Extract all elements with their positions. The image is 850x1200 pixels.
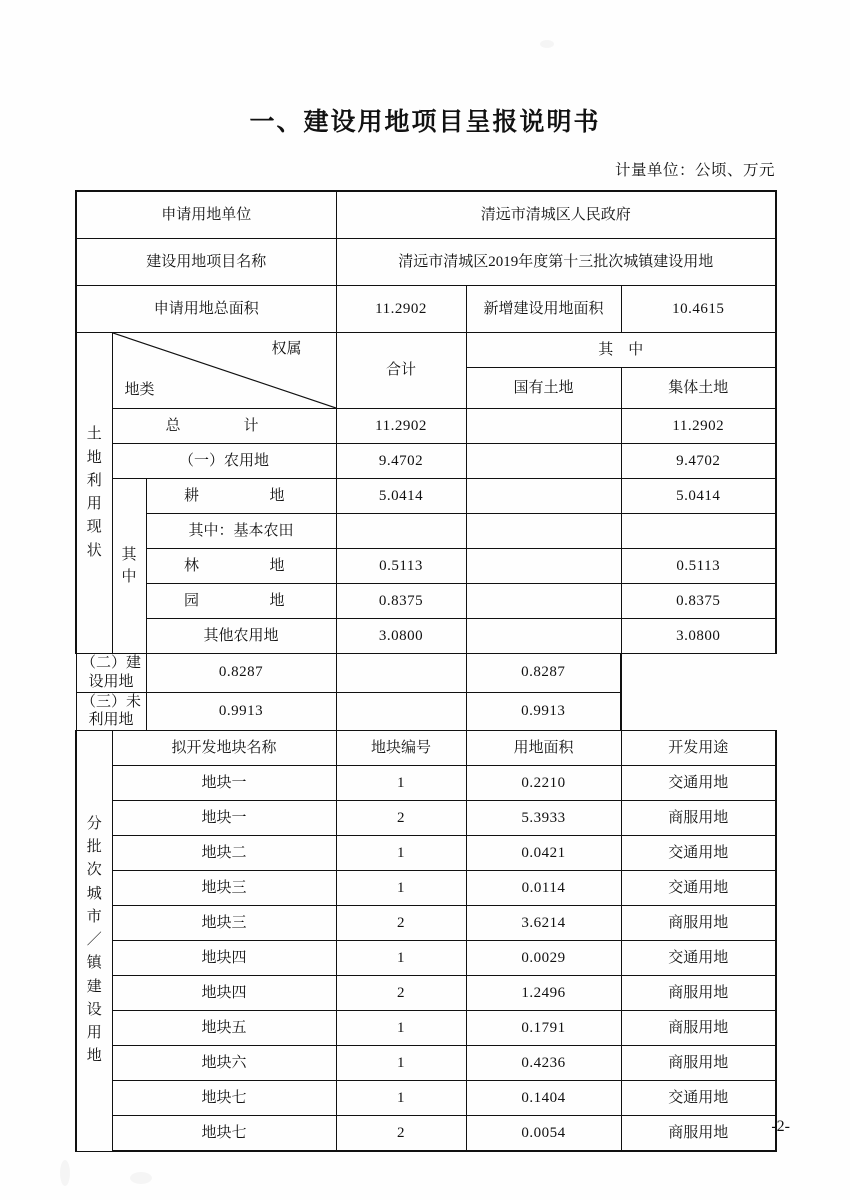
land-use-row bbox=[76, 479, 776, 514]
plot-row bbox=[76, 871, 776, 906]
plot-use: 交通用地 bbox=[621, 1081, 776, 1116]
plot-name: 地块二 bbox=[112, 836, 336, 871]
land-use-row-state-owned bbox=[466, 619, 621, 654]
plot-name: 地块一 bbox=[112, 801, 336, 836]
land-use-row-collective: 0.8375 bbox=[621, 584, 776, 619]
plot-number: 1 bbox=[336, 1046, 466, 1081]
land-use-row bbox=[76, 409, 776, 444]
plot-row bbox=[76, 976, 776, 1011]
plot-number: 1 bbox=[336, 1081, 466, 1116]
plot-area: 0.0421 bbox=[466, 836, 621, 871]
plot-row bbox=[76, 941, 776, 976]
land-use-row-total: 3.0800 bbox=[336, 619, 466, 654]
plot-row bbox=[76, 1011, 776, 1046]
plot-area: 0.0114 bbox=[466, 871, 621, 906]
plot-header-row bbox=[76, 731, 776, 766]
land-use-row-total: 0.5113 bbox=[336, 549, 466, 584]
header-row bbox=[76, 239, 776, 286]
land-use-row-total: 5.0414 bbox=[336, 479, 466, 514]
land-use-row-name: 总 计 bbox=[112, 409, 336, 444]
plot-area: 5.3933 bbox=[466, 801, 621, 836]
land-use-row-total bbox=[336, 514, 466, 549]
measurement-unit-note: 计量单位：公顷、万元 bbox=[614, 162, 775, 179]
land-use-row-collective: 0.8287 bbox=[466, 654, 621, 693]
land-report-table bbox=[75, 190, 777, 1152]
plot-name: 地块四 bbox=[112, 976, 336, 1011]
plot-row bbox=[76, 766, 776, 801]
land-use-row-name: （三）未利用地 bbox=[76, 692, 146, 731]
plot-use: 商服用地 bbox=[621, 1116, 776, 1152]
land-use-row-state-owned bbox=[466, 549, 621, 584]
land-use-row-name: 林 地 bbox=[146, 549, 336, 584]
plot-name: 地块三 bbox=[112, 906, 336, 941]
land-use-row-state-owned bbox=[336, 654, 466, 693]
plot-area: 0.2210 bbox=[466, 766, 621, 801]
plot-area: 3.6214 bbox=[466, 906, 621, 941]
plot-area: 0.4236 bbox=[466, 1046, 621, 1081]
land-use-row-state-owned bbox=[466, 409, 621, 444]
plot-row bbox=[76, 1046, 776, 1081]
plot-column-header-use: 开发用途 bbox=[621, 731, 776, 766]
plot-name: 地块三 bbox=[112, 871, 336, 906]
total-column-header: 合计 bbox=[336, 333, 466, 409]
land-use-row bbox=[76, 692, 776, 731]
plot-number: 1 bbox=[336, 1011, 466, 1046]
scan-artifact bbox=[130, 1172, 152, 1184]
scan-artifact bbox=[540, 40, 554, 48]
plot-number: 2 bbox=[336, 906, 466, 941]
land-use-row bbox=[76, 514, 776, 549]
table-body bbox=[76, 191, 776, 1151]
header-row-value: 清远市清城区2019年度第十三批次城镇建设用地 bbox=[336, 239, 776, 286]
land-use-row-collective: 3.0800 bbox=[621, 619, 776, 654]
land-use-row-total: 11.2902 bbox=[336, 409, 466, 444]
plot-use: 商服用地 bbox=[621, 801, 776, 836]
plot-use: 交通用地 bbox=[621, 836, 776, 871]
land-report-table-wrapper bbox=[75, 190, 775, 1152]
category-label: 地类 bbox=[124, 382, 155, 399]
total-area-value: 11.2902 bbox=[336, 286, 466, 333]
land-use-row-state-owned bbox=[466, 479, 621, 514]
new-construction-area-label: 新增建设用地面积 bbox=[466, 286, 621, 333]
plot-use: 商服用地 bbox=[621, 1011, 776, 1046]
plot-column-header-name: 拟开发地块名称 bbox=[112, 731, 336, 766]
plot-name: 地块四 bbox=[112, 941, 336, 976]
header-row bbox=[76, 191, 776, 239]
plot-use: 交通用地 bbox=[621, 941, 776, 976]
page-number: -2- bbox=[771, 1118, 790, 1135]
land-use-row-collective: 9.4702 bbox=[621, 444, 776, 479]
land-use-row-total: 0.8287 bbox=[146, 654, 336, 693]
land-use-row-total: 0.9913 bbox=[146, 692, 336, 731]
plot-use: 交通用地 bbox=[621, 871, 776, 906]
matrix-header-row-1 bbox=[76, 333, 776, 368]
plot-number: 1 bbox=[336, 941, 466, 976]
plot-row bbox=[76, 906, 776, 941]
plot-area: 1.2496 bbox=[466, 976, 621, 1011]
land-use-row bbox=[76, 444, 776, 479]
land-use-row bbox=[76, 654, 776, 693]
area-row bbox=[76, 286, 776, 333]
plot-use: 商服用地 bbox=[621, 906, 776, 941]
land-use-row-name: （二）建设用地 bbox=[76, 654, 146, 693]
plot-number: 2 bbox=[336, 1116, 466, 1152]
plot-row bbox=[76, 801, 776, 836]
plot-row bbox=[76, 836, 776, 871]
land-use-row bbox=[76, 549, 776, 584]
plot-number: 1 bbox=[336, 871, 466, 906]
land-use-row-state-owned bbox=[466, 584, 621, 619]
plot-row bbox=[76, 1081, 776, 1116]
land-use-row-name: 其中：基本农田 bbox=[146, 514, 336, 549]
plot-use: 商服用地 bbox=[621, 976, 776, 1011]
plot-column-header-number: 地块编号 bbox=[336, 731, 466, 766]
land-use-row-total: 9.4702 bbox=[336, 444, 466, 479]
plot-area: 0.1404 bbox=[466, 1081, 621, 1116]
land-use-row-collective: 0.5113 bbox=[621, 549, 776, 584]
state-owned-column-header: 国有土地 bbox=[466, 368, 621, 409]
land-use-row-state-owned bbox=[336, 692, 466, 731]
total-area-label: 申请用地总面积 bbox=[76, 286, 336, 333]
plot-use: 交通用地 bbox=[621, 766, 776, 801]
plot-number: 1 bbox=[336, 836, 466, 871]
collective-column-header: 集体土地 bbox=[621, 368, 776, 409]
land-use-row-name: （一）农用地 bbox=[112, 444, 336, 479]
land-use-row-collective bbox=[621, 514, 776, 549]
plot-name: 地块七 bbox=[112, 1116, 336, 1152]
header-row-value: 清远市清城区人民政府 bbox=[336, 191, 776, 239]
land-use-row-name: 园 地 bbox=[146, 584, 336, 619]
plot-name: 地块六 bbox=[112, 1046, 336, 1081]
land-use-row bbox=[76, 619, 776, 654]
land-use-row-state-owned bbox=[466, 444, 621, 479]
scan-artifact bbox=[60, 1160, 70, 1186]
plot-name: 地块一 bbox=[112, 766, 336, 801]
land-use-row-name: 耕 地 bbox=[146, 479, 336, 514]
plot-number: 2 bbox=[336, 801, 466, 836]
plot-area: 0.0029 bbox=[466, 941, 621, 976]
among-column-header: 其 中 bbox=[466, 333, 776, 368]
plot-area: 0.1791 bbox=[466, 1011, 621, 1046]
land-use-row-total: 0.8375 bbox=[336, 584, 466, 619]
plot-use: 商服用地 bbox=[621, 1046, 776, 1081]
header-row-label: 申请用地单位 bbox=[76, 191, 336, 239]
land-use-row-state-owned bbox=[466, 514, 621, 549]
plot-name: 地块五 bbox=[112, 1011, 336, 1046]
land-use-row-name: 其他农用地 bbox=[146, 619, 336, 654]
plot-column-header-area: 用地面积 bbox=[466, 731, 621, 766]
header-row-label: 建设用地项目名称 bbox=[76, 239, 336, 286]
plot-area: 0.0054 bbox=[466, 1116, 621, 1152]
sub-label-among: 其 中 bbox=[112, 479, 146, 654]
land-use-row-collective: 5.0414 bbox=[621, 479, 776, 514]
page-title: 一、建设用地项目呈报说明书 bbox=[249, 109, 601, 136]
plot-name: 地块七 bbox=[112, 1081, 336, 1116]
new-construction-area-value: 10.4615 bbox=[621, 286, 776, 333]
land-use-row-collective: 0.9913 bbox=[466, 692, 621, 731]
land-use-row-collective: 11.2902 bbox=[621, 409, 776, 444]
ownership-label: 权属 bbox=[271, 341, 302, 357]
ownership-category-diagonal-header bbox=[112, 333, 336, 409]
side-label-land-use-status: 土 地 利 用 现 状 bbox=[76, 333, 112, 654]
plot-number: 1 bbox=[336, 766, 466, 801]
plot-number: 2 bbox=[336, 976, 466, 1011]
land-use-row bbox=[76, 584, 776, 619]
side-label-batch-urban-construction-land: 分 批 次 城 市 ／ 镇 建 设 用 地 bbox=[76, 731, 112, 1152]
